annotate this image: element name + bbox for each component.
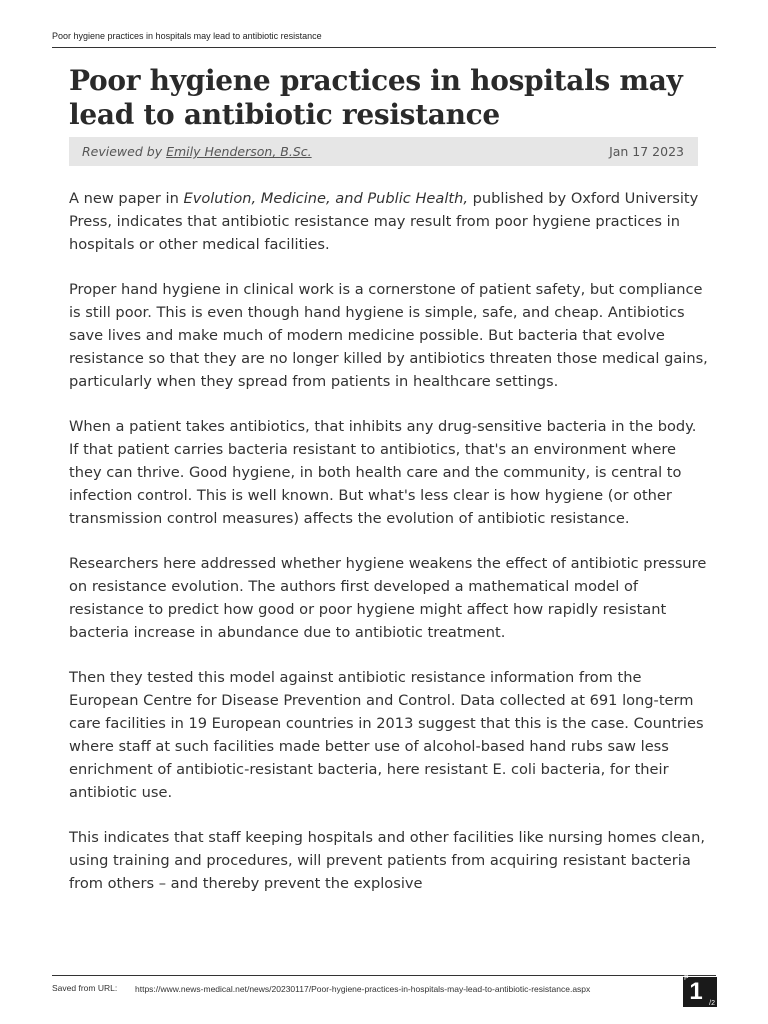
page-total: /2 [709,1000,715,1007]
paragraph-1 [69,187,709,256]
publish-date: Jan 17 2023 [609,144,684,159]
journal-name: Evolution, Medicine, and Public Health, [183,190,469,207]
reviewed-by-prefix: Reviewed by [82,144,167,159]
review-bar [69,137,698,166]
paragraph-6: This indicates that staff keeping hospitals and other facilities like nursing homes clean, using training and procedures, will prevent patients from acquiring resistant bacteria from others – and thereby prevent the explosive [69,829,705,892]
reviewer-link[interactable]: Emily Henderson, B.Sc. [166,144,312,159]
paragraph-5: Then they tested this model against antibiotic resistance information from the European Centre for Disease Prevention and Control. Data collected at 691 long-term care facilities in 19 European countries in 2013 suggest that this is the case. Countries where staff at such facilities made better use of alcohol-based hand rubs saw less enrichment of antibiotic-resistant bacteria, here resistant E. coli bacteria, for their antibiotic use. [69,669,704,801]
article-title: Poor hygiene practices in hospitals may lead to antibiotic resistance [69,64,683,131]
saved-from-label: Saved from URL: [52,983,118,993]
article-body [69,187,709,917]
source-url[interactable]: https://www.news-medical.net/news/20230117/Poor-hygiene-practices-in-hospitals-may-lead-to-antibiotic-resistance.aspx [135,984,591,994]
page-prefix: P [684,975,689,982]
paragraph-3: When a patient takes antibiotics, that inhibits any drug-sensitive bacteria in the body. If that patient carries bacteria resistant to antibiotics, that's an environment where they can thrive. Good hygiene, in both health care and the community, is central to infection control. This is well known. But what's less clear is how hygiene (or other transmission control measures) affects the evolution of antibiotic resistance. [69,418,697,527]
p1-before: A new paper in [69,190,184,207]
header-divider [52,47,716,48]
page-number: 1 [689,978,703,1005]
paragraph-4: Researchers here addressed whether hygiene weakens the effect of antibiotic pressure on resistance evolution. The authors first developed a mathematical model of resistance to predict how good or poor hygiene might affect how rapidly resistant bacteria increase in abundance due to antibiotic treatment. [69,555,707,641]
running-header: Poor hygiene practices in hospitals may lead to antibiotic resistance [52,31,322,41]
page-indicator [683,977,717,1007]
paragraph-2: Proper hand hygiene in clinical work is a cornerstone of patient safety, but compliance is still poor. This is even though hand hygiene is simple, safe, and cheap. Antibiotics save lives and make much of modern medicine possible. But bacteria that evolve resistance so that they are no longer killed by antibiotics threaten those medical gains, particularly when they spread from patients in healthcare settings. [69,281,708,390]
reviewed-by [82,144,312,159]
footer-divider [52,975,716,976]
p1-after: published by Oxford University Press, indicates that antibiotic resistance may result from poor hygiene practices in hospitals or other medical facilities. [69,190,699,253]
